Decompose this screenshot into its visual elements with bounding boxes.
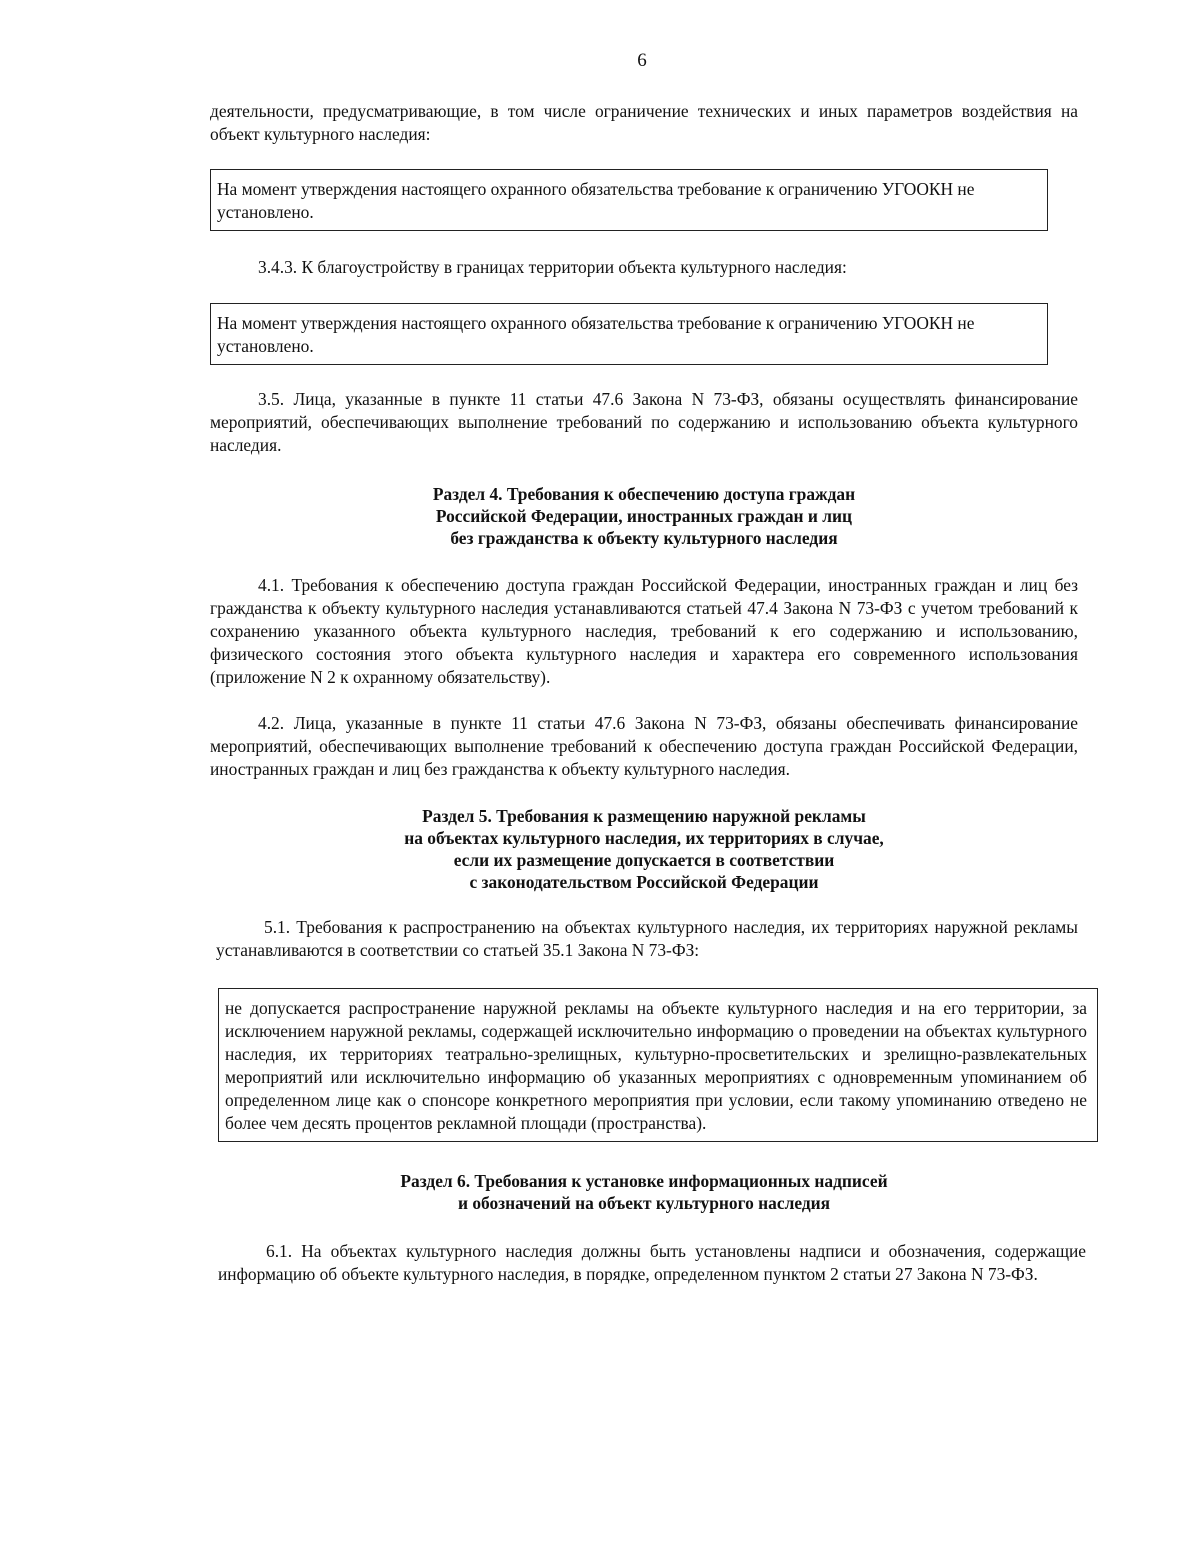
section-4-heading — [210, 483, 1078, 549]
section-4-heading-line: без гражданства к объекту культурного наследия — [450, 528, 838, 548]
section-6-heading-line: и обозначений на объект культурного наследия — [457, 1193, 831, 1213]
clause-3-5: 3.5. Лица, указанные в пункте 11 статьи 47.6 Закона N 73-ФЗ, обязаны осуществлять финансирование мероприятий, обеспечивающих выполнение требований по содержанию и использованию объекта культурного наследия. — [210, 389, 1078, 455]
section-4-heading-line: Раздел 4. Требования к обеспечению доступа граждан — [432, 484, 856, 504]
section-6-heading-line: Раздел 6. Требования к установке информационных надписей — [400, 1171, 888, 1191]
section-5-heading-line: Раздел 5. Требования к размещению наружной рекламы — [422, 806, 866, 826]
document-body — [210, 100, 1087, 1286]
clause-3-4-3: 3.4.3. К благоустройству в границах территории объекта культурного наследия: — [258, 257, 847, 277]
section-5-heading-line: на объектах культурного наследия, их территориях в случае, — [404, 828, 884, 848]
section-4-heading-line: Российской Федерации, иностранных граждан и лиц — [435, 506, 853, 526]
restriction-box-2: На момент утверждения настоящего охранного обязательства требование к ограничению УГООКН не установлено. — [210, 303, 1048, 365]
section-5-heading-line: если их размещение допускается в соответствии — [453, 850, 835, 870]
clause-5-1: 5.1. Требования к распространению на объектах культурного наследия, их территориях наружной рекламы устанавливаются в соответствии со статьей 35.1 Закона N 73-ФЗ: — [216, 917, 1078, 960]
section-5-heading — [210, 805, 1078, 893]
advertising-restriction-box: не допускается распространение наружной рекламы на объекте культурного наследия и на его территории, за исключением наружной рекламы, содержащей исключительно информацию о проведении на объектах культурного наследия, их территориях театрально-зрелищных, культурно-просветительских и зрелищно-развлекательных мероприятий или исключительно информацию об указанных мероприятиях с одновременным упоминанием об определенном лице как о спонсоре конкретного мероприятия при условии, если такому упоминанию отведено не более чем десять процентов рекламной площади (пространства). — [218, 988, 1098, 1142]
intro-paragraph: деятельности, предусматривающие, в том числе ограничение технических и иных параметров воздействия на объект культурного наследия: — [210, 101, 1078, 144]
section-6-heading — [210, 1170, 1078, 1214]
clause-4-2: 4.2. Лица, указанные в пункте 11 статьи 47.6 Закона N 73-ФЗ, обязаны обеспечивать финансирование мероприятий, обеспечивающих выполнение требований к обеспечению доступа граждан Российской Федерации, иностранных граждан и лиц без гражданства к объекту культурного наследия. — [210, 713, 1078, 779]
clause-6-1: 6.1. На объектах культурного наследия должны быть установлены надписи и обозначения, содержащие информацию об объекте культурного наследия, в порядке, определенном пунктом 2 статьи 27 Закона N 73-ФЗ. — [218, 1241, 1086, 1284]
section-5-heading-line: с законодательством Российской Федерации — [469, 872, 819, 892]
clause-4-1: 4.1. Требования к обеспечению доступа граждан Российской Федерации, иностранных граждан и лиц без гражданства к объекту культурного наследия устанавливаются статьей 47.4 Закона N 73-ФЗ с учетом требований к сохранению указанного объекта культурного наследия, требований к его содержанию и использованию, физического состояния этого объекта культурного наследия и характера его современного использования (приложение N 2 к охранному обязательству). — [210, 575, 1078, 687]
page-number: 6 — [637, 50, 647, 71]
restriction-box-1: На момент утверждения настоящего охранного обязательства требование к ограничению УГООКН не установлено. — [210, 169, 1048, 231]
